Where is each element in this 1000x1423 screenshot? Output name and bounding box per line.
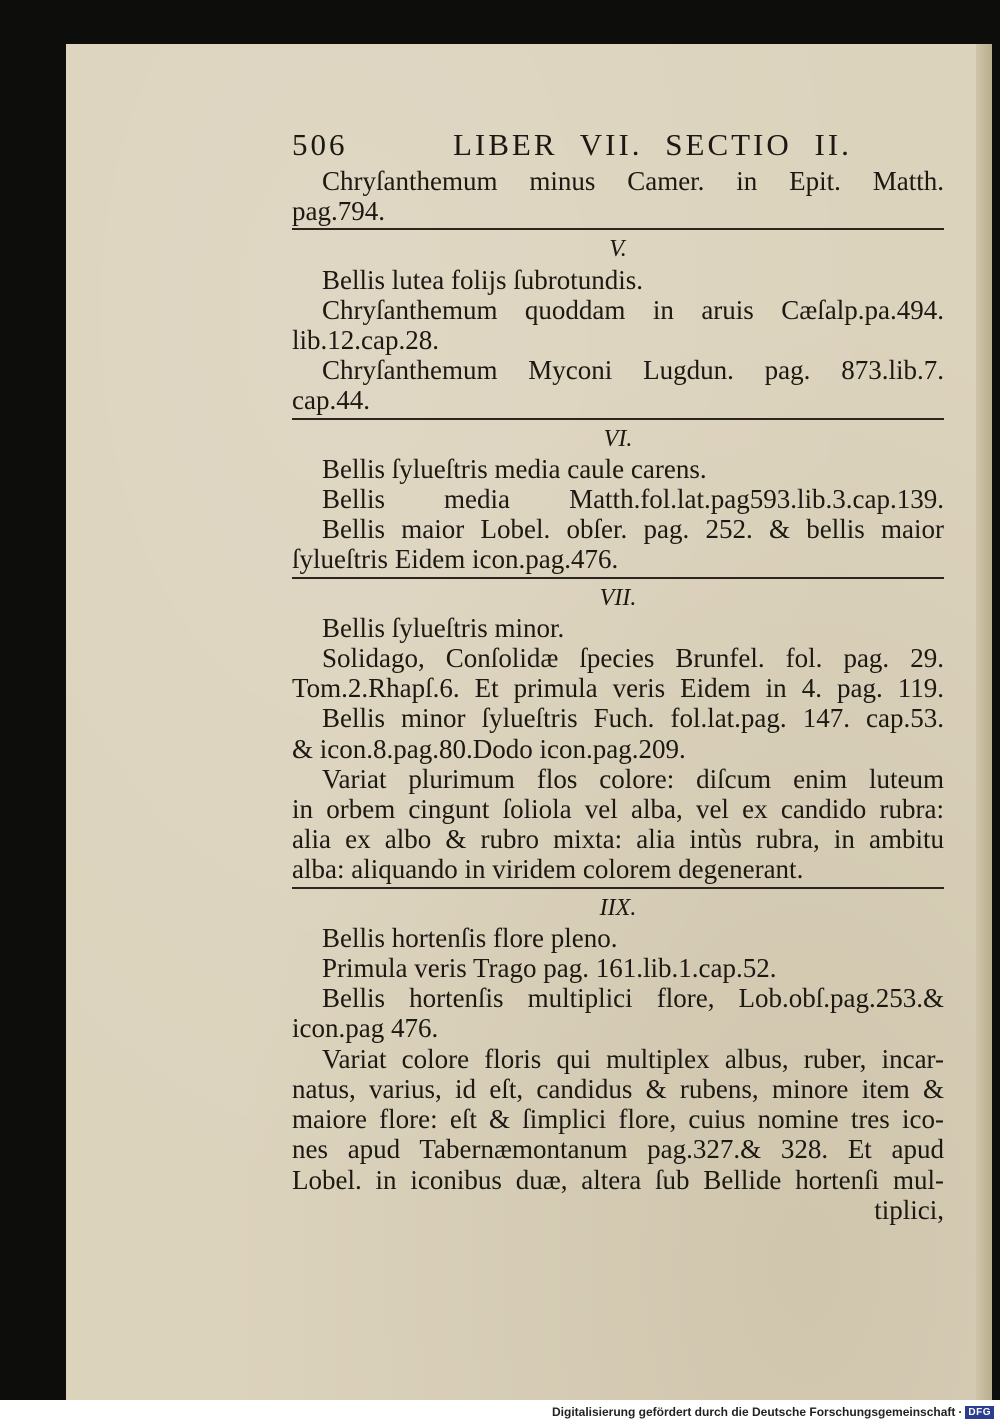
text-line: lib.12.cap.28. [292, 325, 439, 356]
section-numeral: VI. [603, 425, 633, 452]
text-line: Bellis maior Lobel. obſer. pag. 252. & bellis maior [322, 514, 944, 545]
text-line: Tom.2.Rhapſ.6. Et primula veris Eidem in 4. pag. 119. [292, 673, 944, 704]
credit-text: Digitalisierung gefördert durch die Deutsche Forschungsgemeinschaft [551, 1405, 956, 1419]
text-line: Primula veris Trago pag. 161.lib.1.cap.52. [322, 953, 777, 984]
entries [292, 166, 944, 1195]
catchword: tiplici, [874, 1194, 944, 1225]
section-divider [292, 577, 944, 579]
section-numeral: V. [609, 236, 627, 263]
text-line: alba: aliquando in viridem colorem degenerant. [292, 854, 804, 885]
text-line: natus, varius, id eſt, candidus & rubens, minore item & [292, 1073, 944, 1104]
text-line: Chryſanthemum quoddam in aruis Cæſalp.pa.494. [322, 294, 944, 325]
text-line: Bellis hortenſis flore pleno. [322, 922, 618, 953]
section-divider [292, 228, 944, 230]
text-line: Chryſanthemum Myconi Lugdun. pag. 873.lib.7. [322, 355, 944, 386]
text-line: Bellis hortenſis multiplici flore, Lob.obſ.pag.253.& [322, 983, 944, 1014]
running-header [292, 124, 944, 166]
text-line: Variat colore floris qui multiplex albus, ruber, incar- [322, 1043, 944, 1074]
section-numeral: VII. [599, 584, 637, 611]
text-line: nes apud Tabernæmontanum pag.327.& 328. Et apud [292, 1134, 944, 1165]
text-line: Variat plurimum flos colore: diſcum enim luteum [322, 763, 944, 794]
text-line: Lobel. in iconibus duæ, altera ſub Bellide hortenſi mul- [292, 1164, 944, 1195]
text-line: Solidago, Conſolidæ ſpecies Brunfel. fol. pag. 29. [322, 643, 944, 674]
text-line: & icon.8.pag.80.Dodo icon.pag.209. [292, 733, 686, 764]
page-number: 506 [292, 127, 348, 162]
text-line: Bellis minor ſylueſtris Fuch. fol.lat.pag. 147. cap.53. [322, 703, 944, 734]
page-text [292, 124, 944, 1225]
text-line: pag.794. [292, 196, 385, 227]
text-line: alia ex albo & rubro mixta: alia intùs rubra, in ambitu [292, 824, 944, 855]
text-line: ſylueſtris Eidem icon.pag.476. [292, 544, 619, 575]
text-line: Chryſanthemum minus Camer. in Epit. Matth. [322, 166, 944, 196]
text-line: Bellis media Matth.fol.lat.pag593.lib.3.cap.139. [322, 484, 944, 515]
text-line: icon.pag 476. [292, 1013, 439, 1044]
running-title: LIBER VII. SECTIO II. [453, 127, 852, 162]
page-edge [976, 44, 992, 1400]
text-line: cap.44. [292, 385, 370, 416]
section-divider [292, 887, 944, 889]
digitization-credit: Digitalisierung gefördert durch die Deutsche Forschungsgemeinschaft · DFG [552, 1405, 994, 1419]
text-line: maiore flore: eſt & ſimplici flore, cuius nomine tres ico- [292, 1104, 944, 1135]
dfg-logo: DFG [965, 1406, 994, 1419]
section-divider [292, 418, 944, 420]
text-line: Bellis lutea folijs ſubrotundis. [322, 264, 643, 295]
text-line: Bellis ſylueſtris media caule carens. [322, 453, 707, 484]
section-numeral: IIX. [599, 894, 637, 921]
text-line: in orbem cingunt ſoliola vel alba, vel ex candido rubra: [292, 794, 944, 825]
text-line: Bellis ſylueſtris minor. [322, 612, 565, 643]
